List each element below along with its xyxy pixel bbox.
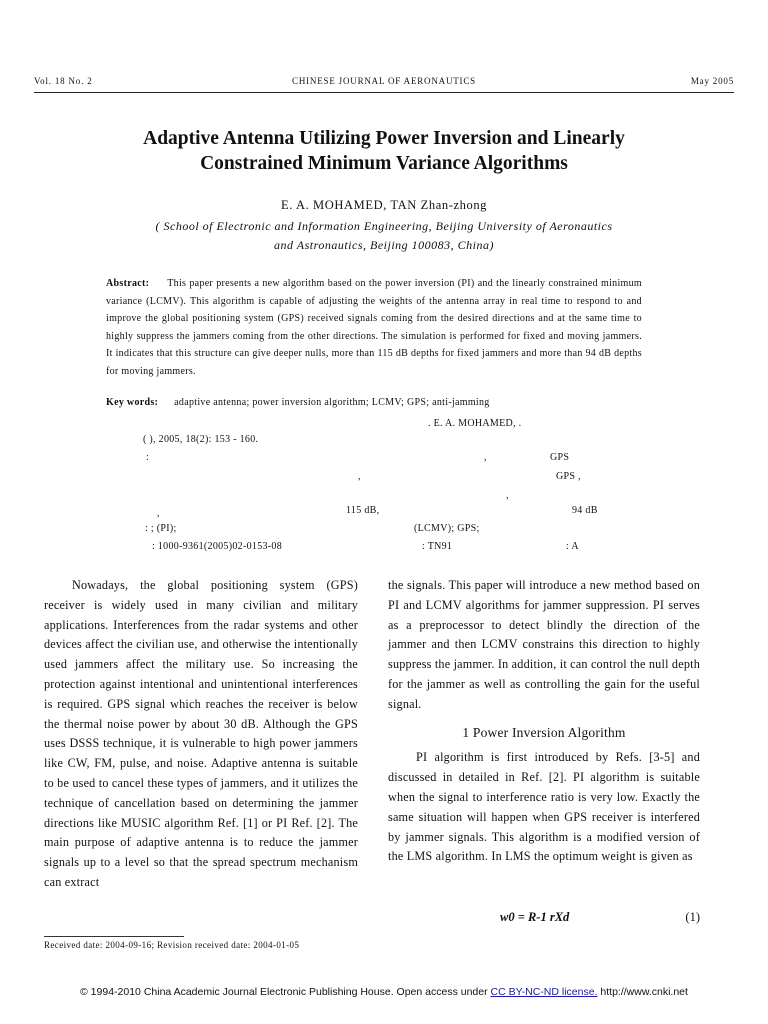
authors: E. A. MOHAMED, TAN Zhan-zhong <box>280 198 488 212</box>
cn-abstract-94db: 94 dB <box>572 505 598 516</box>
journal-name: CHINESE JOURNAL OF AERONAUTICS <box>292 76 476 86</box>
equation-number: (1) <box>685 910 700 924</box>
affiliation-line-2: and Astronautics, Beijing 100083, China) <box>274 238 494 252</box>
cn-article-id: : 1000-9361(2005)02-0153-08 <box>152 541 283 552</box>
cn-abstract-gps: GPS <box>550 452 570 463</box>
cn-abstract-comma: , <box>484 452 487 463</box>
pi-paragraph: PI algorithm is first introduced by Refs. [3-5] and discussed in detailed in Ref. [2]. PI algorithm is suitable when the signal to interference ratio is very low. Exactly the same situation will happen when GPS receiver is interfered by jammer signals. This algorithm is a modified version of the LMS algorithm. In LMS the optimum weight is given as <box>388 750 700 864</box>
title-line-2: Constrained Minimum Variance Algorithms <box>200 153 568 174</box>
abstract <box>106 275 642 380</box>
affiliation <box>60 217 708 255</box>
cn-document-code: : A <box>566 541 579 552</box>
keywords-label: Key words: <box>106 397 159 408</box>
title-line-1: Adaptive Antenna Utilizing Power Inversion and Linearly <box>143 128 625 149</box>
cn-abstract-comma-2: , <box>358 471 361 482</box>
paper-title <box>60 126 708 176</box>
abstract-text: This paper presents a new algorithm based on the power inversion (PI) and the linearly constrained minimum variance (LCMV). This algorithm is capable of adjusting the weights of the antenna array in real time to respond to and improve the global positioning system (GPS) received signals coming from the desired directions and at the same time to highly suppress the jammers coming from the other directions. The simulation is performed for fixed and moving jammers. It indicates that this structure can give deeper nulls, more than 115 dB depths for fixed jammers and more than 94 dB depths for moving jammers. <box>106 278 642 377</box>
cn-abstract-comma-3: , <box>506 490 509 501</box>
cn-abstract-comma-4: , <box>157 508 160 519</box>
copyright-suffix: http://www.cnki.net <box>597 986 688 998</box>
cn-classification: : TN91 <box>422 541 453 552</box>
section-heading: 1 Power Inversion Algorithm <box>462 724 626 740</box>
issue-date: May 2005 <box>690 76 734 86</box>
body-right-column <box>388 576 700 867</box>
equation-1 <box>388 910 700 930</box>
cn-keywords-b: (LCMV); GPS; <box>414 523 480 534</box>
cn-abstract-115db: 115 dB, <box>346 505 380 516</box>
license-link[interactable]: CC BY-NC-ND license. <box>490 986 598 998</box>
cn-keywords-a: : ; (PI); <box>145 523 177 534</box>
copyright-line <box>0 986 768 998</box>
cn-citation-author: . E. A. MOHAMED, . <box>428 418 522 429</box>
footnote-rule <box>44 936 184 937</box>
cn-citation-journal: ( ), 2005, 18(2): 153 - 160. <box>143 434 259 445</box>
header-rule <box>34 92 734 93</box>
received-date-footnote: Received date: 2004-09-16; Revision received date: 2004-01-05 <box>44 940 300 950</box>
body-left-column <box>44 576 358 893</box>
intro-paragraph: Nowadays, the global positioning system (GPS) receiver is widely used in many civilian and military applications. Interferences from the radar systems and other devices affect the civilian use, and otherwise the intentionally used jammers affect the military use. So increasing the protection against intentional and unintentional interferences is required. GPS signal which reaches the receiver is below the thermal noise power by about 30 dB. Although the GPS uses DSSS technique, it is vulnerable to high power jammers like CW, FM, pulse, and noise. Adaptive antenna is suitable to be used to cancel these types of jammers, and it utilizes the technique of cancellation based on determining the jammer directions like MUSIC algorithm Ref. [1] or PI Ref. [2]. The main purpose of adaptive antenna is to reduce the jammer signals up to a level so that the spread spectrum mechanism can extract <box>44 578 358 889</box>
cn-abstract-colon: : <box>146 452 150 463</box>
copyright-prefix: © 1994-2010 China Academic Journal Electronic Publishing House. Open access under <box>80 986 491 998</box>
intro-paragraph-continued: the signals. This paper will introduce a new method based on PI and LCMV algorithms for jammer suppression. PI serves as a preprocessor to detect blindly the direction of the jammer and then LCMV constrains this direction to highly suppress the jammer. In addition, it can control the null depth for the jammer as well as controlling the gain for the useful signal. <box>388 578 700 711</box>
cn-abstract-gps-2: GPS , <box>556 471 581 482</box>
keywords-text: adaptive antenna; power inversion algorithm; LCMV; GPS; anti-jamming <box>174 397 490 408</box>
abstract-label: Abstract: <box>106 278 150 289</box>
running-header <box>34 76 734 92</box>
affiliation-line-1: ( School of Electronic and Information Engineering, Beijing University of Aeronautics <box>155 219 613 233</box>
equation-body: w0 = R-1 rXd <box>500 910 570 924</box>
volume-issue: Vol. 18 No. 2 <box>34 76 93 86</box>
keywords <box>106 397 642 408</box>
